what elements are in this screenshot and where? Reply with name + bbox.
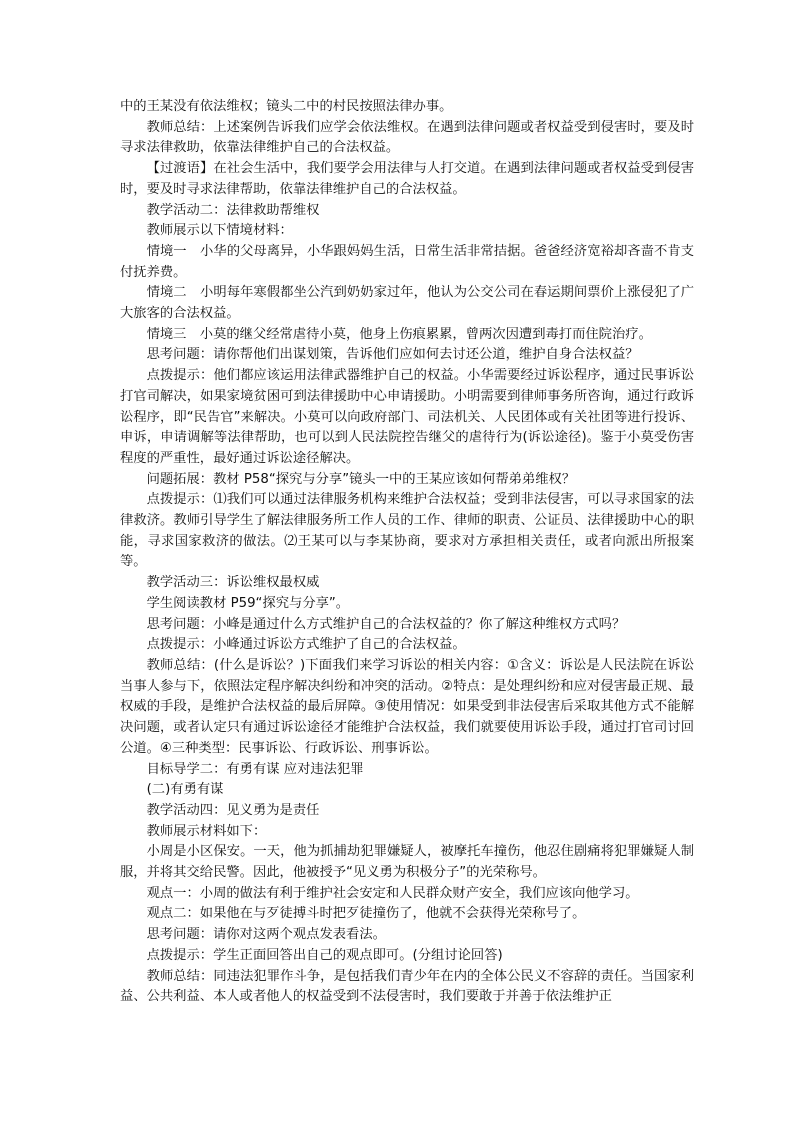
hint: 点拨提示：学生正面回答出自己的观点即可。(分组讨论回答) bbox=[146, 947, 503, 963]
question: 问题拓展：教材 P58“探究与分享”镜头一中的王某应该如何帮弟弟维权？ bbox=[146, 471, 576, 487]
scenario-1: 情境一 小华的父母离异，小华跟妈妈生活，日常生活非常拮据。爸爸经济宽裕却吝啬不肯支付抚养费。 bbox=[120, 243, 694, 280]
summary: 教师总结：同违法犯罪作斗争，是包括我们青少年在内的全体公民义不容辞的责任。当国家利益、公共利益、本人或者他人的权益受到不法侵害时，我们要敢于并善于依法维护正 bbox=[120, 968, 694, 1005]
hint: 点拨提示：⑴我们可以通过法律服务机构来维护合法权益；受到非法侵害，可以寻求国家的法律救济。教师引导学生了解法律服务所工作人员的工作、律师的职责、公证员、法律援助中心的职能，寻求国家救济的做法。⑵王某可以与李某协商，要求对方承担相关责任，或者向派出所报案等。 bbox=[120, 492, 694, 570]
paragraph: 教师总结：上述案例告诉我们应学会依法维权。在遇到法律问题或者权益受到侵害时，要及时寻求法律救助，依靠法律维护自己的合法权益。 bbox=[120, 119, 694, 156]
paragraph: 学生阅读教材 P59“探究与分享”。 bbox=[146, 595, 350, 611]
paragraph: 中的王某没有依法维权；镜头二中的村民按照法律办事。 bbox=[120, 99, 453, 114]
section-heading: 目标导学二：有勇有谋 应对违法犯罪 bbox=[146, 761, 364, 777]
paragraph: 教师展示以下情境材料： bbox=[146, 223, 293, 239]
section-heading: 教学活动四：见义勇为是责任 bbox=[146, 802, 320, 818]
paragraph: 【过渡语】在社会生活中，我们要学会用法律与人打交道。在遇到法律问题或者权益受到侵害时，要及时寻求法律帮助，依靠法律维护自己的合法权益。 bbox=[120, 161, 694, 197]
hint: 点拨提示：他们都应该运用法律武器维护自己的权益。小华需要经过诉讼程序，通过民事诉讼打官司解决，如果家境贫困可到法律援助中心申请援助。小明需要到律师事务所咨询，通过行政诉讼程序，即“民告官”来解决。小莫可以向政府部门、司法机关、人民团体或有关社团等进行投诉、申诉，申请调解等法律帮助，也可以到人民法院控告继父的虐待行为(诉讼途径)。鉴于小莫受伤害程度的严重性，最好通过诉讼途径解决。 bbox=[120, 368, 694, 466]
scenario-3: 情境三 小莫的继父经常虐待小莫，他身上伤痕累累，曾两次因遭到毒打而住院治疗。 bbox=[146, 326, 652, 342]
section-heading: 教学活动二：法律救助帮维权 bbox=[146, 202, 320, 218]
material: 小周是小区保安。一天，他为抓捕劫犯罪嫌疑人，被摩托车撞伤，他忍住剧痛将犯罪嫌疑人制服，并将其交给民警。因此，他被授予“见义勇为积极分子”的光荣称号。 bbox=[120, 844, 694, 881]
viewpoint-1: 观点一：小周的做法有利于维护社会安定和人民群众财产安全，我们应该向他学习。 bbox=[146, 885, 639, 901]
scenario-2: 情境二 小明每年寒假都坐公汽到奶奶家过年，他认为公交公司在春运期间票价上涨侵犯了广大旅客的合法权益。 bbox=[120, 285, 694, 322]
summary: 教师总结：(什么是诉讼？)下面我们来学习诉讼的相关内容：①含义：诉讼是人民法院在诉讼当事人参与下，依照法定程序解决纠纷和冲突的活动。②特点：是处理纠纷和应对侵害最正规、最权威的手段，是维护合法权益的最后屏障。③使用情况：如果受到非法侵害后采取其他方式不能解决问题，或者认定只有通过诉讼途径才能维护合法权益，我们就要使用诉讼手段，通过打官司讨回公道。④三种类型：民事诉讼、行政诉讼、刑事诉讼。 bbox=[120, 657, 694, 756]
subsection-heading: (二)有勇有谋 bbox=[146, 782, 224, 798]
paragraph: 教师展示材料如下： bbox=[146, 823, 267, 839]
question: 思考问题：小峰是通过什么方式维护自己的合法权益的？你了解这种维权方式吗？ bbox=[146, 616, 626, 632]
question: 思考问题：请你对这两个观点发表看法。 bbox=[146, 927, 386, 943]
viewpoint-2: 观点二：如果他在与歹徒搏斗时把歹徒撞伤了，他就不会获得光荣称号了。 bbox=[146, 906, 586, 922]
document-body bbox=[120, 97, 694, 1008]
hint: 点拨提示：小峰通过诉讼方式维护了自己的合法权益。 bbox=[146, 637, 466, 653]
question: 思考问题：请你帮他们出谋划策，告诉他们应如何去讨还公道，维护自身合法权益？ bbox=[146, 347, 639, 363]
section-heading: 教学活动三：诉讼维权最权威 bbox=[146, 575, 320, 591]
